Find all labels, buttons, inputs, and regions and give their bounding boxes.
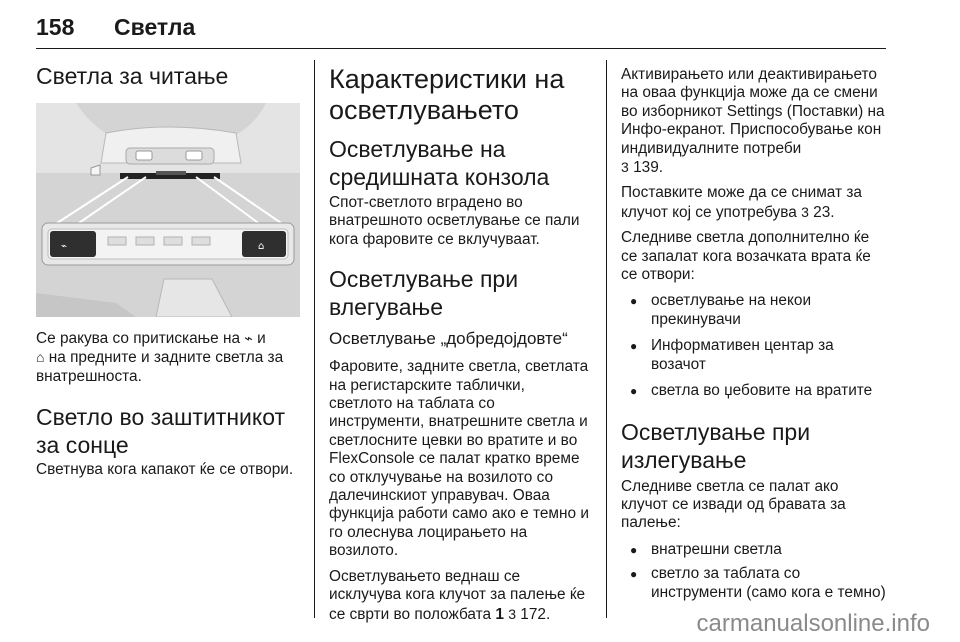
reading-lights-text: Се ракува со притискање на ⌁ и ⌂ на предните и задните светла за внатрешноста.: [36, 330, 284, 385]
entry-lighting-heading: Осветлување при влегување: [329, 266, 519, 321]
reading-light-right-icon: ⌂: [36, 349, 45, 366]
welcome-lighting-off-text: Осветлувањето веднаш се исклучува кога клучот за палење ќе се сврти во положбата 1 3 172.: [329, 567, 586, 623]
watermark: carmanualsonline.info: [696, 610, 930, 637]
page-ref-icon: 3: [801, 203, 809, 220]
column-1: [36, 60, 300, 480]
center-console-lighting-text: Спот-светлото вградено во внатрешното осветлување се пали кога фаровите се вклучуваат.: [329, 194, 580, 248]
exit-lighting-heading: Осветлување при излегување: [621, 418, 811, 473]
welcome-lighting-text: Фаровите, задните светла, светлата на регистарските таблички, светлото на таблата со инструменти, внатрешните светла и светлосните цевки во вратите и во FlexConsole се палат кратко време со отклучување на возилото со далечинскиот управувач. Оваа функција работи само ако е темно и го олеснува лоцирањето на возилото.: [329, 358, 589, 560]
activation-text: Активирањето или деактивирањето на оваа функција може да се смени во изборникот Settings (Поставки) на Инфо-екранот. Приспособување кон индивидуалните потреби 3 139.: [621, 66, 885, 177]
list-item: ● внатрешни светла: [621, 541, 887, 559]
list-item: ● Информативен центар за возачот: [621, 337, 887, 374]
list-item: ● светло за таблата со инструменти (само кога е темно): [621, 565, 887, 602]
page-number: 158: [36, 14, 75, 40]
settings-saved-text: Поставките може да се снимат за клучот кој се употребува 3 23.: [621, 184, 862, 221]
sun-visor-light-heading: Светло во заштитникот за сонце: [36, 404, 286, 459]
reading-lights-figure: [36, 103, 300, 317]
center-console-lighting-heading: Осветлување на средишната конзола: [329, 136, 550, 190]
svg-text:⌁: ⌁: [61, 241, 68, 252]
reading-light-left-icon: ⌁: [244, 330, 253, 346]
welcome-lighting-heading: Осветлување „добредојдовте“: [329, 329, 568, 349]
column-divider-1: [314, 60, 315, 618]
sun-visor-light-text: Светнува кога капакот ќе се отвори.: [36, 461, 294, 479]
exit-lighting-text: Следниве светла се палат ако клучот се извади од бравата за палење:: [621, 477, 846, 532]
reading-lights-illustration: [36, 103, 300, 317]
page-header: [36, 14, 886, 50]
column-divider-2: [606, 60, 607, 618]
reading-lights-heading: Светла за читање: [36, 63, 229, 89]
door-open-lights-list: [621, 292, 887, 400]
header-rule: [36, 48, 886, 49]
chapter-title: Светла: [114, 14, 196, 40]
column-2: [329, 60, 591, 624]
svg-text:⌂: ⌂: [258, 241, 265, 252]
list-item: ● светла во џебовите на вратите: [621, 382, 887, 400]
page-ref-icon: 3: [621, 159, 629, 176]
lighting-features-heading: Карактеристики на осветлувањето: [329, 64, 565, 125]
list-item: ● осветлување на некои прекинувачи: [621, 292, 887, 329]
page-ref-icon: 3: [508, 605, 516, 622]
exit-lighting-list: [621, 541, 887, 602]
door-open-lights-text: Следниве светла дополнително ќе се запалат кога возачката врата ќе се отвори:: [621, 229, 871, 284]
column-3: [621, 60, 887, 602]
